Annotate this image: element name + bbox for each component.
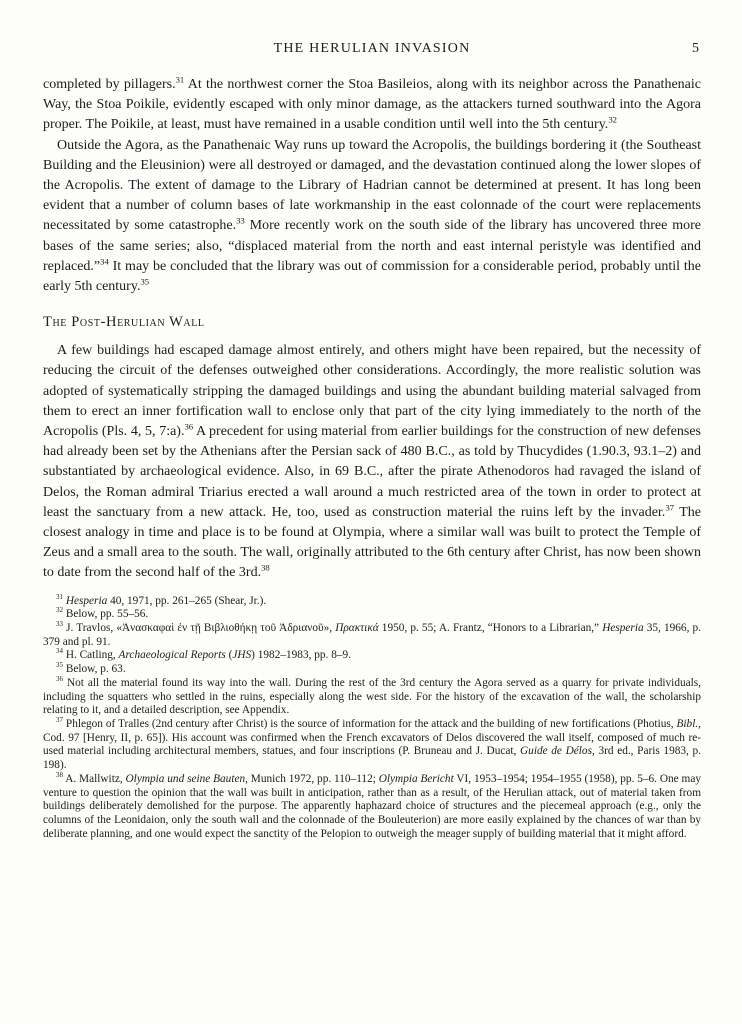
paragraph-outside-agora: Outside the Agora, as the Panathenaic Way runs up toward the Acropolis, the buildings bordering it (the Southeast Building and the Eleusinion) were all destroyed or damaged, and the devastation continued along the lower slopes of the Acropolis. The extent of damage to the Library of Hadrian cannot be determined at present. It has long been evident that a number of column bases of late workmanship in the east colonnade of the court were replacements necessitated by some catastrophe.$^{33}$ More recently work on the south side of the library has uncovered three more bases of the same series; also, “displaced material from the north and east internal peristyle was identified and replaced.”$^{34}$ It may be concluded that the library was out of commission for a considerable period, probably until the early 5th century.$^{35}$ — [43, 137, 702, 295]
footnote-33: $^{33}$ J. Travlos, «Ἀνασκαφαὶ ἐν τῇ Βιβλιοθήκῃ τοῦ Ἀδριανοῦ», Πρακτικά 1950, p. 55; A. Frantz, “Honors to a Librarian,” Hesperia 35, 1966, p. 379 and pl. 91. — [43, 620, 701, 648]
paragraph-post-herulian-wall: A few buildings had escaped damage almost entirely, and others might have been repaired, but the necessity of reducing the circuit of the defenses outweighed other considerations. Accordingly, the more realistic solution was adopted of systematically stripping the damaged buildings and using the abundant building material salvaged from them to erect an inner fortification wall to enclose only that part of the city lying immediately to the north of the Acropolis (Pls. 4, 5, 7:a).$^{36}$ A precedent for using material from earlier buildings for the construction of new defenses had already been set by the Athenians after the Persian sack of 480 B.C., as told by Thucydides (1.90.3, 93.1–2) and substantiated by archaeological evidence. Also, in 69 B.C., after the pirate Athenodoros had ravaged the island of Delos, the Roman admiral Triarius erected a wall around a much restricted area of the town in order to protect at least the sanctuary from a new attack. He, too, used as construction material the ruins left by the invader.$^{37}$ The closest analogy in time and place is to be found at Olympia, where a similar wall was built to protect the Temple of Zeus and a small area to the south. The wall, originally attributed to the 6th century after Christ, has now been shown to date from the second half of the 3rd.$^{38}$ — [43, 343, 702, 581]
footnote-38: $^{38}$ A. Mallwitz, Olympia und seine Bauten, Munich 1972, pp. 110–112; Olympia Bericht VI, 1953–1954; 1954–1955 (1958), pp. 5–6. One may venture to question the opinion that the wall was built in anticipation, rather than as a result, of the Herulian attack, out of material taken from buildings deliberately demolished for the purpose. The apparently haphazard choice of structures and the piecemeal approach (e.g., only the columns of the Leonidaion, only the south wall and the colonnade of the Bouleuterion) are more easily explained by the chances of war than by deliberate planning, and one would expect the sanctity of the Pelopion to outweigh the meager supply of building material that it might afford. — [43, 771, 701, 840]
body-text — [43, 75, 701, 584]
footnotes-block — [43, 592, 701, 842]
page-number: 5 — [692, 41, 699, 56]
section-heading: The Post-Herulian Wall — [43, 314, 205, 331]
paragraph-continuation: completed by pillagers.$^{31}$ At the northwest corner the Stoa Basileios, along with its neighbor across the Panathenaic Way, the Stoa Poikile, evidently escaped with only minor damage, as the attackers turned southward into the Agora proper. The Poikile, at least, must have remained in a usable condition until well into the 5th century.$^{32}$ — [43, 74, 701, 133]
footnote-35: $^{35}$ Below, p. 63. — [56, 661, 126, 676]
running-head-title: THE HERULIAN INVASION — [273, 41, 471, 56]
footnote-37: $^{37}$ Phlegon of Tralles (2nd century after Christ) is the source of information for the attack and the building of new fortifications (Photius, Bibl., Cod. 97 [Henry, II, p. 65]). His account was confirmed when the French excavators of Delos discovered the wall itself, composed of much re-used material including architectural members, statues, and four inscriptions (P. Bruneau and J. Ducat, Guide de Délos, 3rd ed., Paris 1983, p. 198). — [43, 716, 701, 772]
footnote-36: $^{36}$ Not all the material found its way into the wall. During the rest of the 3rd century the Agora served as a quarry for private individuals, including the squatters who settled in the ruins, especially along the west side. For the history of the excavation of the wall, the scholarship relating to it, and a detailed description, see Appendix. — [43, 675, 701, 717]
footnote-31: $^{31}$ Hesperia 40, 1971, pp. 261–265 (Shear, Jr.). — [56, 592, 267, 607]
footnote-34: $^{34}$ H. Catling, Archaeological Reports (JHS) 1982–1983, pp. 8–9. — [56, 647, 351, 662]
footnote-32: $^{32}$ Below, pp. 55–56. — [56, 606, 149, 621]
running-header — [43, 40, 701, 58]
